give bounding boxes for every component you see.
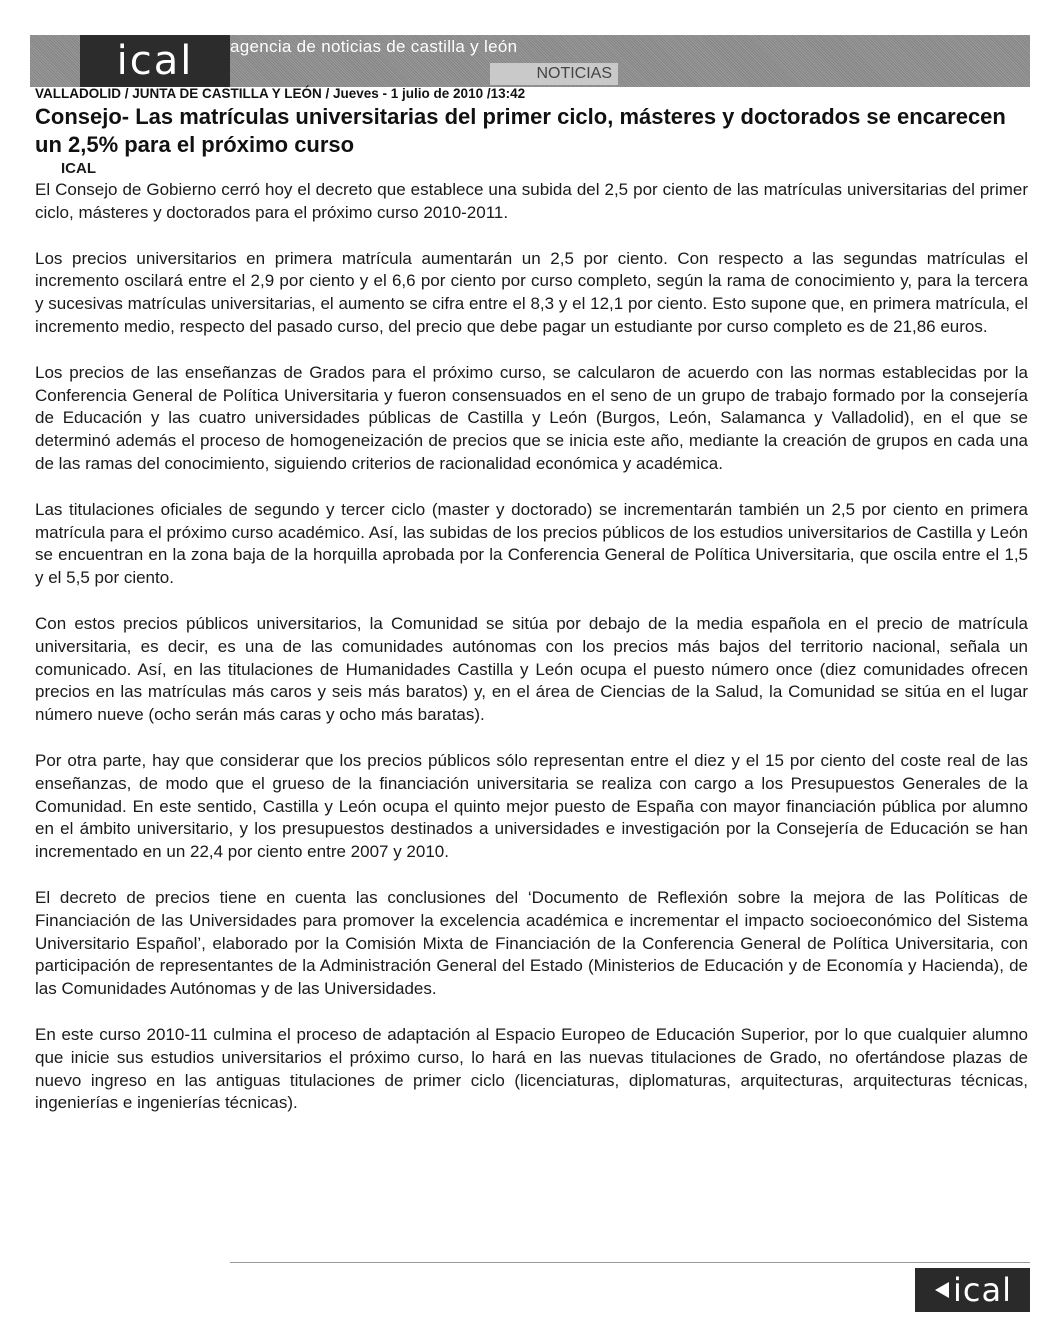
article-paragraph: Las titulaciones oficiales de segundo y tercer ciclo (master y doctorado) se incrementarán también un 2,5 por ciento en primera matrícula para el próximo curso académico. Así, las subidas de los precios públicos de los estudios universitarios de Castilla y León se encuentran en la zona baja de la horquilla aprobada por la Conferencia General de Política Universitaria, que oscila entre el 1,5 y el 5,5 por ciento. — [35, 499, 1028, 588]
arrow-left-icon — [935, 1282, 949, 1298]
dateline: VALLADOLID / JUNTA DE CASTILLA Y LEÓN / Jueves - 1 julio de 2010 /13:42 — [35, 86, 526, 101]
article-paragraph: El Consejo de Gobierno cerró hoy el decreto que establece una subida del 2,5 por ciento de las matrículas universitarias del primer ciclo, másteres y doctorados para el próximo curso 2010-2011. — [35, 180, 1028, 222]
footer-ical-logo — [915, 1268, 1030, 1312]
ical-logo — [80, 35, 230, 87]
footer-logo-text: ical — [953, 1271, 1012, 1309]
article-paragraph: Los precios de las enseñanzas de Grados para el próximo curso, se calcularon de acuerdo con las normas establecidas por la Conferencia General de Política Universitaria y fueron consensuados en el seno de un grupo de trabajo formado por la consejería de Educación y las cuatro universidades públicas de Castilla y León (Burgos, León, Salamanca y Valladolid), en el que se determinó además el proceso de homogeneización de precios que se inicia este año, mediante la creación de grupos en cada una de las ramas del conocimiento, siguiendo criterios de racionalidad económica y académica. — [35, 362, 1028, 473]
footer-divider — [230, 1262, 1030, 1263]
article-paragraph: Por otra parte, hay que considerar que los precios públicos sólo representan entre el diez y el 15 por ciento del coste real de las enseñanzas, de modo que el grueso de la financiación universitaria se realiza con cargo a los Presupuestos Generales de la Comunidad. En este sentido, Castilla y León ocupa el quinto mejor puesto de España con mayor financiación pública por alumno en el ámbito universitario, y los presupuestos destinados a universidades e investigación por la Consejería de Educación se han incrementado en un 22,4 por ciento entre 2007 y 2010. — [35, 750, 1028, 862]
article-paragraph: Los precios universitarios en primera matrícula aumentarán un 2,5 por ciento. Con respecto a las segundas matrículas el incremento oscilará entre el 2,9 por ciento y el 6,6 por ciento por curso completo, según la rama de conocimiento y, para la tercera y sucesivas matrículas universitarias, el aumento se cifra entre el 8,3 y el 12,1 por ciento. Esto supone que, en primera matrícula, el incremento medio, respecto del pasado curso, del precio que debe pagar un estudiante por curso completo es de 21,86 euros. — [35, 248, 1028, 336]
agency-tagline: agencia de noticias de castilla y león — [230, 37, 518, 56]
logo-text: ical — [116, 38, 194, 84]
section-label: NOTICIAS — [490, 63, 618, 85]
article-paragraph: Con estos precios públicos universitarios, la Comunidad se sitúa por debajo de la media española en el precio de matrícula universitaria, es decir, es una de las comunidades autónomas con los precios más bajos del territorio nacional, señala un comunicado. Así, en las titulaciones de Humanidades Castilla y León ocupa el puesto número once (diez comunidades ofrecen precios en las matrículas más caros y seis más baratos) y, en el área de Ciencias de la Salud, la Comunidad se sitúa en el lugar número nueve (ocho serán más caras y ocho más baratas). — [35, 613, 1028, 725]
article-headline: Consejo- Las matrículas universitarias del primer ciclo, másteres y doctorados se encarecen un 2,5% para el próximo curso — [35, 104, 1006, 157]
byline: ICAL — [61, 160, 96, 177]
article-body — [35, 179, 1028, 1138]
masthead-banner — [30, 35, 1030, 87]
article-paragraph: En este curso 2010-11 culmina el proceso de adaptación al Espacio Europeo de Educación Superior, por lo que cualquier alumno que inicie sus estudios universitarios el próximo curso, lo hará en las nuevas titulaciones de Grado, no ofertándose plazas de nuevo ingreso en las antiguas titulaciones de primer ciclo (licenciaturas, diplomaturas, arquitecturas, arquitecturas técnicas, ingenierías e ingenierías técnicas). — [35, 1024, 1028, 1113]
article-paragraph: El decreto de precios tiene en cuenta las conclusiones del ‘Documento de Reflexión sobre la mejora de las Políticas de Financiación de las Universidades para promover la excelencia académica e incrementar el impacto socioeconómico del Sistema Universitario Español’, elaborado por la Comisión Mixta de Financiación de la Conferencia General de Política Universitaria, con participación de representantes de la Administración General del Estado (Ministerios de Educación y de Economía y Hacienda), de las Comunidades Autónomas y de las Universidades. — [35, 887, 1028, 999]
